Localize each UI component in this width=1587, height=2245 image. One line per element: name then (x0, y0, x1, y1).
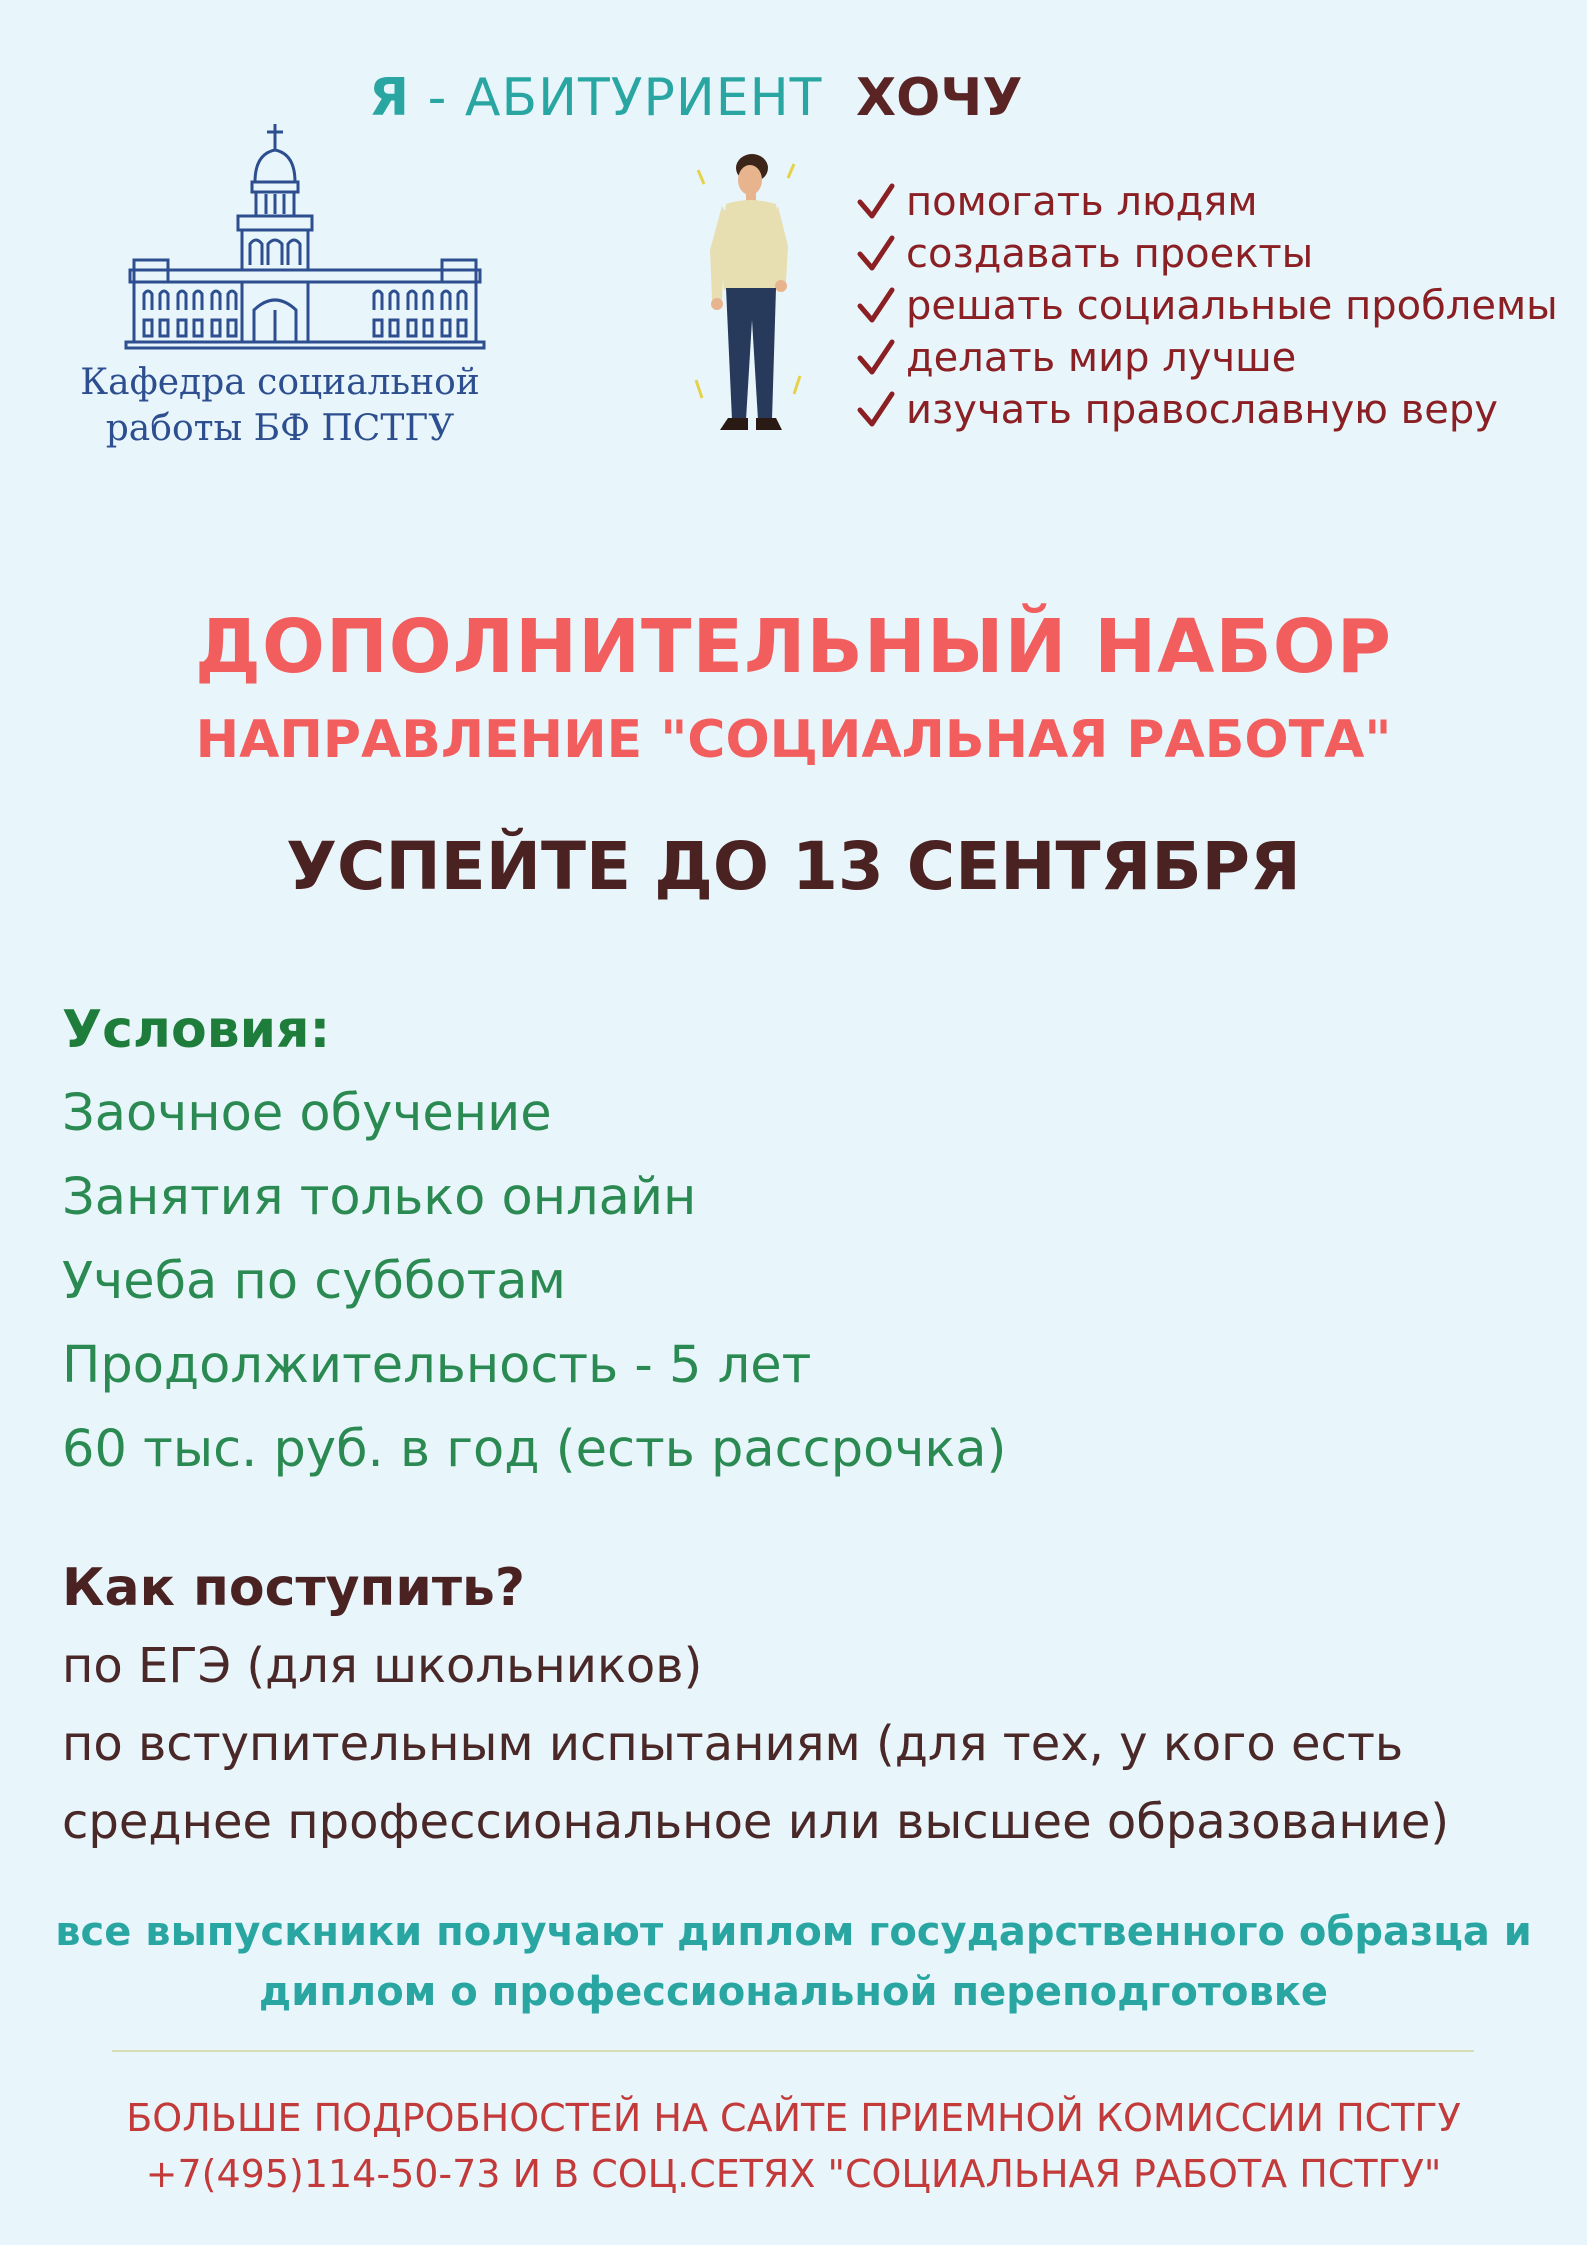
graduates-note (0, 1902, 1587, 2022)
list-item: по вступительным испытаниям (для тех, у кого есть (62, 1716, 1404, 1772)
checkmark-icon (856, 286, 896, 326)
list-item (856, 332, 1558, 384)
logo-caption-line1: Кафедра социальной (80, 362, 480, 403)
list-item: Занятия только онлайн (62, 1168, 697, 1227)
direction-heading: НАПРАВЛЕНИЕ "СОЦИАЛЬНАЯ РАБОТА" (195, 710, 1392, 770)
main-heading: ДОПОЛНИТЕЛЬНЫЙ НАБОР (195, 604, 1392, 690)
conditions-title: Условия: (62, 1000, 331, 1060)
wants-list (856, 176, 1558, 436)
list-item (856, 228, 1558, 280)
list-item: Продолжительность - 5 лет (62, 1336, 812, 1395)
list-item (856, 384, 1558, 436)
applicant-label (369, 68, 822, 128)
checkmark-icon (856, 390, 896, 430)
list-item: 60 тыс. руб. в год (есть рассрочка) (62, 1420, 1007, 1479)
want-text: решать социальные проблемы (906, 283, 1558, 329)
want-text: делать мир лучше (906, 335, 1297, 381)
want-text: создавать проекты (906, 231, 1314, 277)
want-text: изучать православную веру (906, 387, 1498, 433)
student-illustration-icon (690, 150, 810, 440)
checkmark-icon (856, 234, 896, 274)
how-to-apply-title: Как поступить? (62, 1558, 526, 1618)
want-text: помогать людям (906, 179, 1258, 225)
list-item: по ЕГЭ (для школьников) (62, 1638, 703, 1694)
footer-line2: +7(495)114-50-73 И В СОЦ.СЕТЯХ "СОЦИАЛЬНАЯ РАБОТА ПСТГУ" (145, 2152, 1442, 2196)
logo-caption-line2: работы БФ ПСТГУ (105, 408, 455, 449)
list-item (856, 176, 1558, 228)
list-item: Заочное обучение (62, 1084, 552, 1143)
checkmark-icon (856, 182, 896, 222)
conditions-section (62, 1000, 1006, 1504)
applicant-text: - АБИТУРИЕНТ (410, 68, 823, 128)
footer-line1: БОЛЬШЕ ПОДРОБНОСТЕЙ НА САЙТЕ ПРИЕМНОЙ КОМИССИИ ПСТГУ (126, 2096, 1461, 2140)
how-to-apply-section (62, 1558, 1449, 1872)
list-item (856, 280, 1558, 332)
department-logo-icon (120, 120, 490, 350)
note-line2: диплом о профессиональной переподготовке (258, 1969, 1329, 2015)
checkmark-icon (856, 338, 896, 378)
list-item: Учеба по субботам (62, 1252, 567, 1311)
want-title: ХОЧУ (856, 68, 1023, 128)
list-item: среднее профессиональное или высшее образование) (62, 1794, 1450, 1850)
ya-label: Я (369, 68, 411, 128)
footer (0, 2090, 1587, 2202)
note-line1: все выпускники получают диплом государственного образца и (55, 1909, 1532, 1955)
divider (112, 2050, 1474, 2052)
logo-caption (60, 360, 500, 452)
deadline-heading: УСПЕЙТЕ ДО 13 СЕНТЯБРЯ (286, 828, 1301, 905)
